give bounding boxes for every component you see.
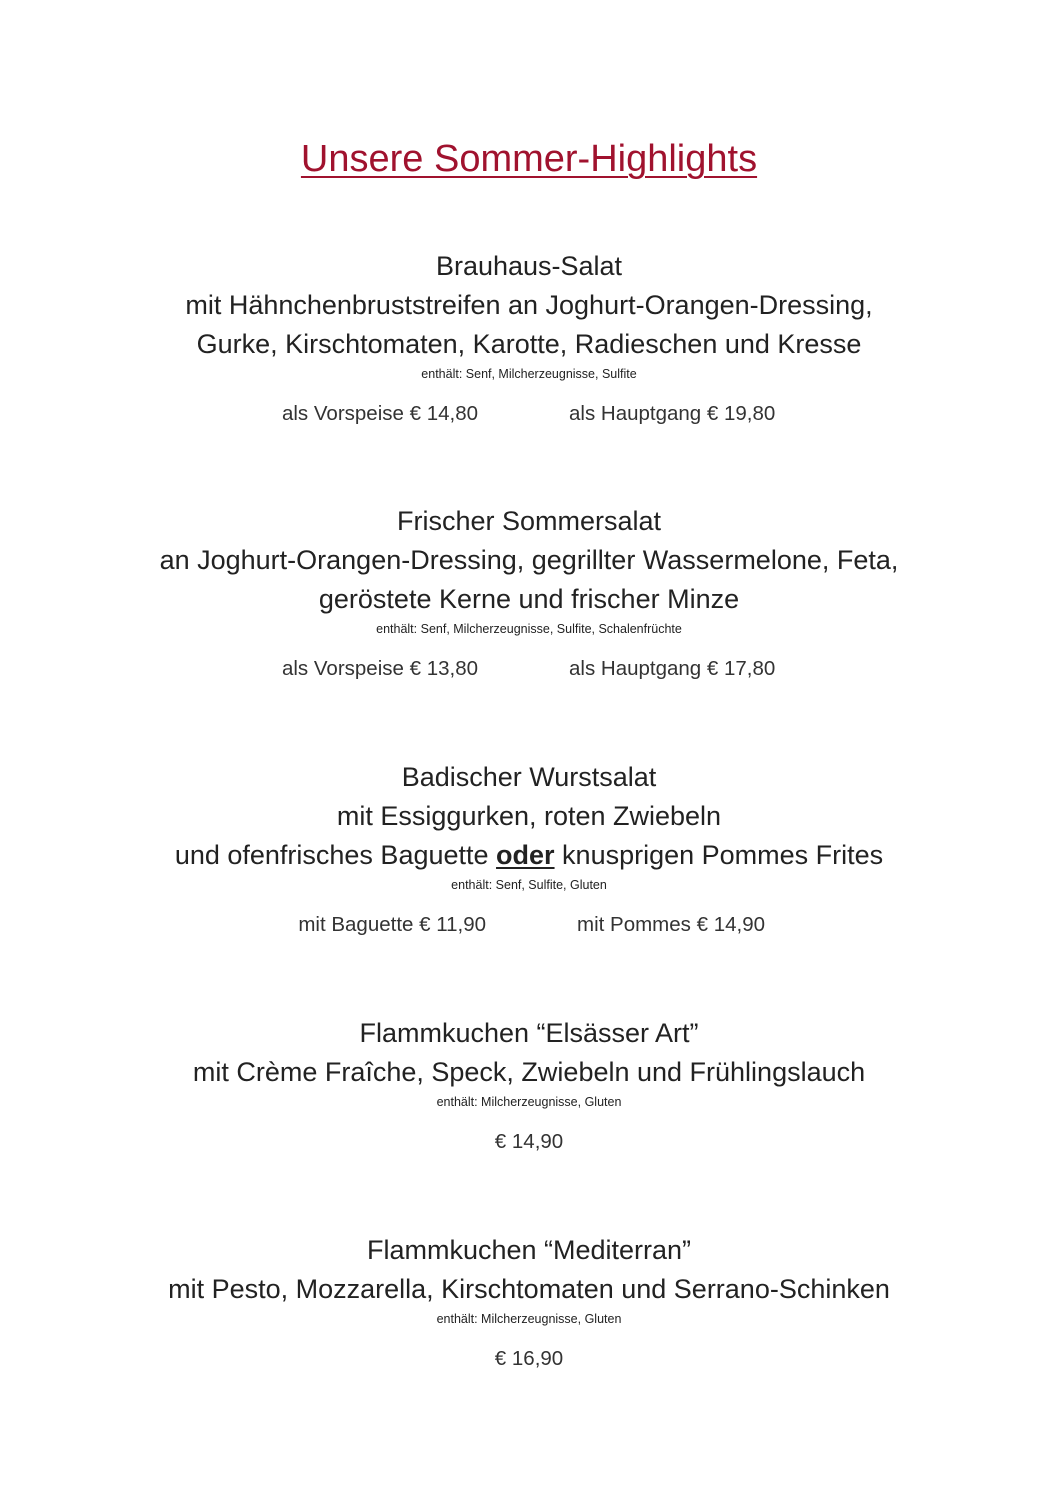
dish-description-line: mit Hähnchenbruststreifen an Joghurt-Orangen-Dressing, xyxy=(185,290,873,320)
allergen-info: enthält: Senf, Milcherzeugnisse, Sulfite, Schalenfrüchte xyxy=(376,622,682,636)
price-row xyxy=(0,399,1058,429)
price-row xyxy=(0,1127,1058,1157)
description-text: und ofenfrisches Baguette xyxy=(174,840,497,870)
dish-name: Flammkuchen “Mediterran” xyxy=(366,1235,692,1265)
menu-item-flammkuchen-mediterran xyxy=(0,1231,1058,1374)
description-text: knusprigen Pommes Frites xyxy=(554,840,884,870)
dish-description-line: mit Pesto, Mozzarella, Kirschtomaten und Serrano-Schinken xyxy=(168,1274,890,1304)
menu-item-frischer-sommersalat xyxy=(0,502,1058,684)
dish-name: Badischer Wurstsalat xyxy=(401,762,657,792)
price-row xyxy=(0,654,1058,684)
price-starter: als Vorspeise € 13,80 xyxy=(281,657,478,680)
dish-description-line: mit Crème Fraîche, Speck, Zwiebeln und Frühlingslauch xyxy=(192,1057,866,1087)
price-starter: als Vorspeise € 14,80 xyxy=(281,402,478,425)
price-main: als Hauptgang € 17,80 xyxy=(569,657,776,680)
price-pommes: mit Pommes € 14,90 xyxy=(577,913,765,936)
menu-item-flammkuchen-elsaesser xyxy=(0,1014,1058,1157)
page-title: Unsere Sommer-Highlights xyxy=(300,138,758,180)
price: € 16,90 xyxy=(494,1347,564,1370)
allergen-info: enthält: Senf, Milcherzeugnisse, Sulfite xyxy=(421,367,637,381)
dish-description-line: geröstete Kerne und frischer Minze xyxy=(318,584,740,614)
menu-item-badischer-wurstsalat xyxy=(0,758,1058,940)
allergen-info: enthält: Milcherzeugnisse, Gluten xyxy=(436,1095,622,1109)
price-main: als Hauptgang € 19,80 xyxy=(569,402,776,425)
price: € 14,90 xyxy=(494,1130,564,1153)
allergen-info: enthält: Milcherzeugnisse, Gluten xyxy=(436,1312,622,1326)
price-row xyxy=(0,910,1058,940)
dish-name: Flammkuchen “Elsässer Art” xyxy=(359,1018,699,1048)
emphasis-oder: oder xyxy=(496,840,555,870)
menu-item-brauhaus-salat xyxy=(0,247,1058,429)
price-row xyxy=(0,1344,1058,1374)
dish-description-line: an Joghurt-Orangen-Dressing, gegrillter Wassermelone, Feta, xyxy=(159,545,899,575)
dish-description-line: Gurke, Kirschtomaten, Karotte, Radieschen und Kresse xyxy=(196,329,862,359)
dish-name: Frischer Sommersalat xyxy=(396,506,662,536)
allergen-info: enthält: Senf, Sulfite, Gluten xyxy=(451,878,607,892)
price-baguette: mit Baguette € 11,90 xyxy=(298,913,486,936)
dish-description-line xyxy=(0,836,1058,875)
dish-name: Brauhaus-Salat xyxy=(435,251,623,281)
dish-description-line: mit Essiggurken, roten Zwiebeln xyxy=(336,801,722,831)
